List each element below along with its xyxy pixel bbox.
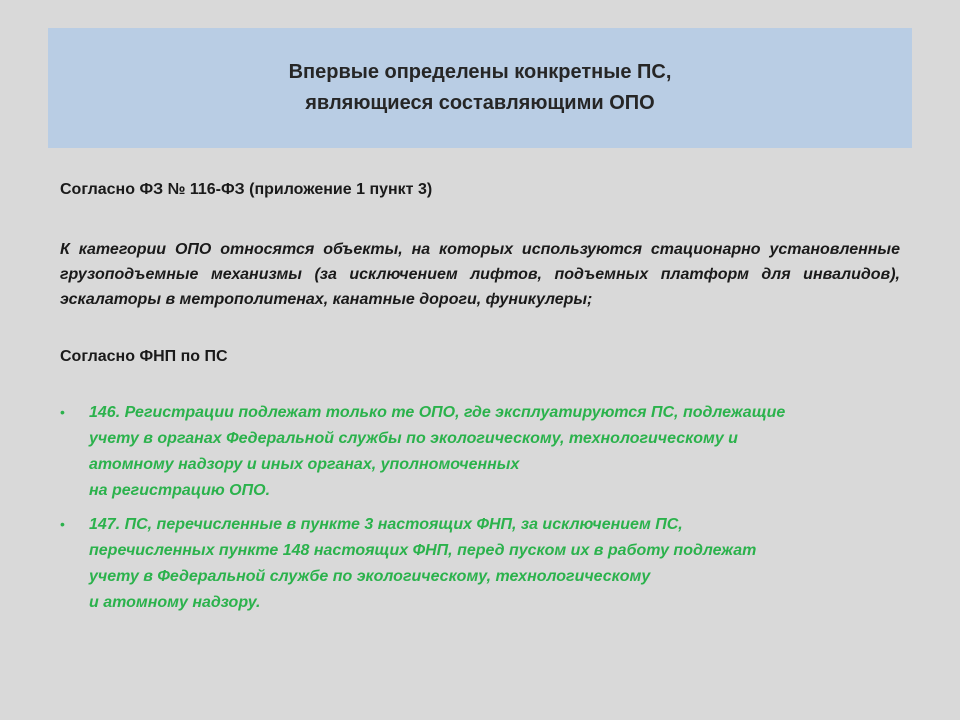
paragraph-fz: К категории ОПО относятся объекты, на которых используются стационарно установленные грузоподъемные механизмы (за исключением лифтов, подъемных платформ для инвалидов), эскалаторы в метрополитенах, канатные дороги, фуникулеры; xyxy=(60,241,900,308)
bullet-146-line-1: 146. Регистрации подлежат только те ОПО, где эксплуатируются ПС, подлежащие xyxy=(89,404,786,421)
bullet-147-line-2: перечисленных пункте 148 настоящих ФНП, перед пуском их в работу подлежат xyxy=(89,542,757,559)
slide-title-line-1: Впервые определены конкретные ПС, xyxy=(288,61,672,83)
bullet-147-line-1: 147. ПС, перечисленные в пункте 3 настоящих ФНП, за исключением ПС, xyxy=(89,516,683,533)
slide-content xyxy=(60,177,900,624)
bullet-icon: • xyxy=(60,516,65,532)
slide-title-box xyxy=(48,28,912,148)
slide-title-line-2: являющиеся составляющими ОПО xyxy=(305,92,655,114)
bullet-146-line-3: атомному надзору и иных органах, уполномоченных xyxy=(89,456,520,473)
bullet-147-line-4: и атомному надзору. xyxy=(89,594,261,611)
heading-fnp: Согласно ФНП по ПС xyxy=(60,348,228,365)
bullet-147-line-3: учету в Федеральной службе по экологическому, технологическому xyxy=(89,568,651,585)
heading-fz: Согласно ФЗ № 116-ФЗ (приложение 1 пункт 3) xyxy=(60,181,433,198)
bullet-icon: • xyxy=(60,404,65,420)
bullet-146-line-4: на регистрацию ОПО. xyxy=(89,482,271,499)
bullet-item-147 xyxy=(60,512,900,616)
bullet-146-line-2: учету в органах Федеральной службы по экологическому, технологическому и xyxy=(89,430,738,447)
bullet-list xyxy=(60,400,900,616)
bullet-item-146 xyxy=(60,400,900,504)
